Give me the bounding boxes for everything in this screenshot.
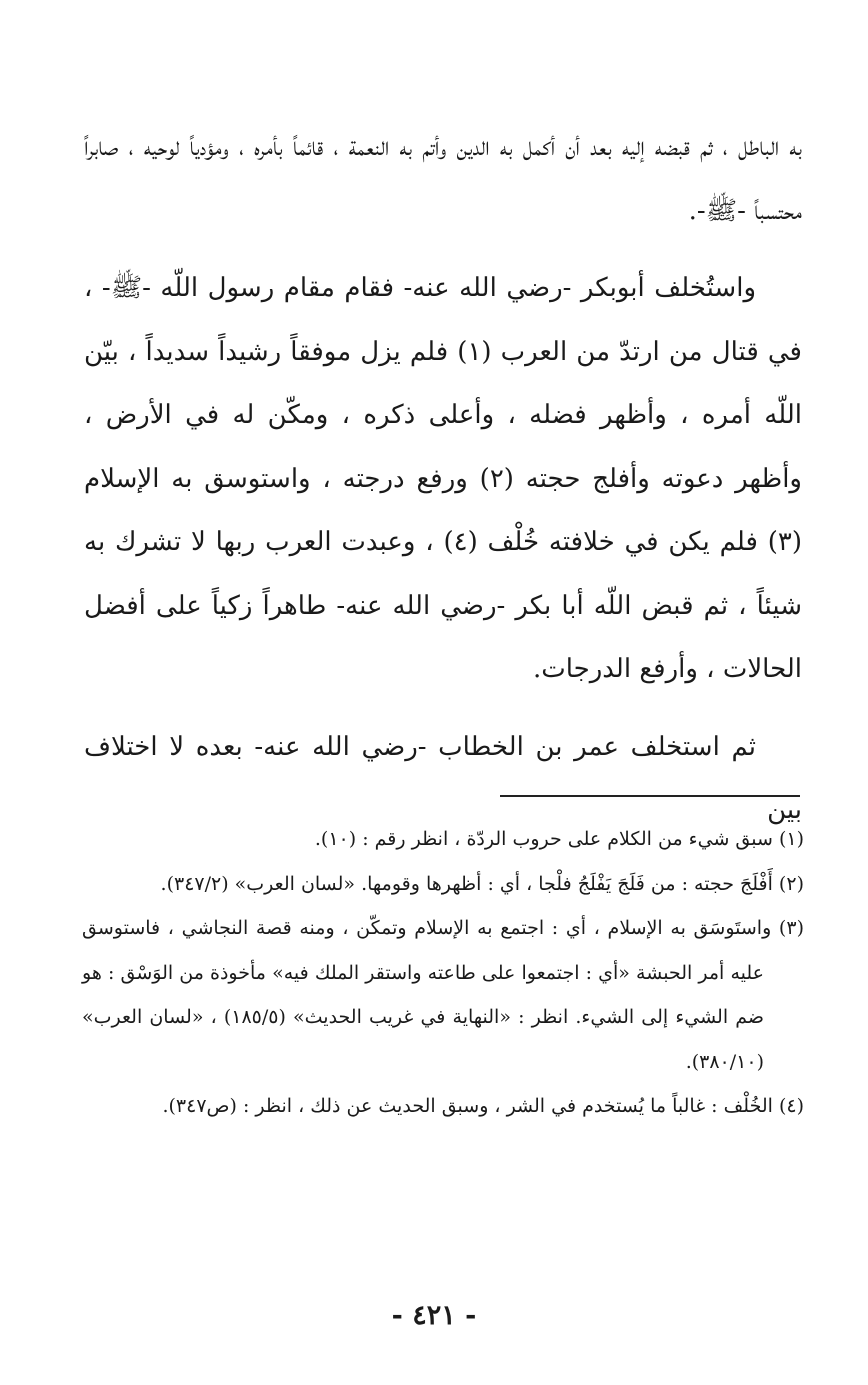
main-text xyxy=(84,116,802,843)
footnotes xyxy=(82,817,804,1129)
paragraph-1: به الباطل ، ثم قبضه إليه بعد أن أكمل به الدين وأتم به النعمة ، قائماً بأمره ، ومؤدياً لوحيه ، صابراً محتسباً -ﷺ-. xyxy=(84,132,802,226)
paragraph-2: واستُخلف أبوبكر -رضي الله عنه- فقام مقام رسول اللّه -ﷺ- ، في قتال من ارتدّ من العرب (١) فلم يزل موفقاً رشيداً سديداً ، بيّن اللّه أمره ، وأظهر فضله ، وأعلى ذكره ، ومكّن له في الأرض ، وأظهر دعوته وأفلج حجته (٢) ورفع درجته ، واستوسق به الإسلام (٣) فلم يكن في خلافته خُلْف (٤) ، وعبدت العرب ربها لا تشرك به شيئاً ، ثم قبض اللّه أبا بكر -رضي الله عنه- طاهراً زكياً على أفضل الحالات ، وأرفع الدرجات. xyxy=(84,273,802,684)
footnote-4: (٤) الخُلْف : غالباً ما يُستخدم في الشر ، وسبق الحديث عن ذلك ، انظر : (ص٣٤٧). xyxy=(162,1095,804,1117)
footnote-divider xyxy=(500,795,800,797)
footnote-1: (١) سبق شيء من الكلام على حروب الردّة ، انظر رقم : (١٠). xyxy=(314,828,804,850)
footnote-3: (٣) واستَوسَق به الإسلام ، أي : اجتمع به الإسلام وتمكّن ، ومنه قصة النجاشي ، فاستوسق عليه أمر الحبشة «أي : اجتمعوا على طاعته واستقر الملك فيه» مأخوذة من الوَسْق : هو ضم الشيء إلى الشيء. انظر : «النهاية في غريب الحديث» (١٨٥/٥) ، «لسان العرب» (٣٨٠/١٠). xyxy=(82,917,804,1073)
page-number: - ٤٢١ - xyxy=(391,1300,477,1331)
footnote-2: (٢) أَفْلَجَ حجته : من فَلَجَ يَفْلَجُ فلْجا ، أي : أظهرها وقومها. «لسان العرب» (٣٤٧/٢). xyxy=(160,872,804,895)
paragraph-3: ثم استخلف عمر بن الخطاب -رضي الله عنه- بعده لا اختلاف بين xyxy=(84,731,802,825)
